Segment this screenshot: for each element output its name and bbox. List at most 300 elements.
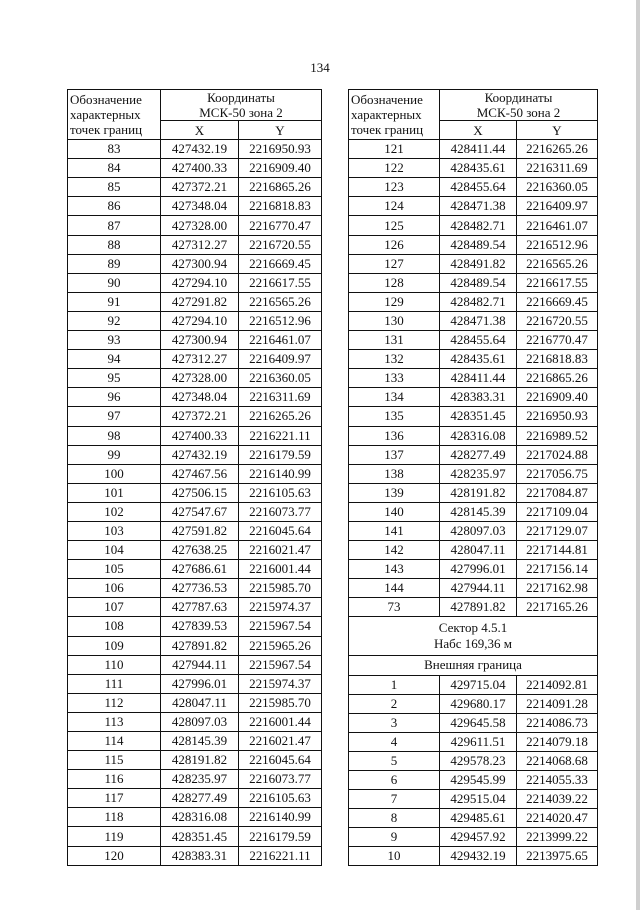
y-coordinate: 2216950.93: [239, 140, 322, 159]
y-coordinate: 2216950.93: [517, 407, 598, 426]
y-coordinate: 2215967.54: [239, 655, 322, 674]
x-coordinate: 427996.01: [440, 560, 517, 579]
y-coordinate: 2216617.55: [517, 273, 598, 292]
table-row: [68, 732, 322, 751]
coordinates-table-left: [67, 89, 322, 866]
table-row: [68, 369, 322, 388]
y-coordinate: 2216909.40: [517, 388, 598, 407]
y-coordinate: 2214055.33: [517, 771, 598, 790]
table-row: [68, 140, 322, 159]
table-row: [349, 426, 598, 445]
point-number: 136: [349, 426, 440, 445]
point-number: 144: [349, 579, 440, 598]
y-coordinate: 2215967.54: [239, 617, 322, 636]
point-number: 134: [349, 388, 440, 407]
point-number: 101: [68, 483, 161, 502]
x-coordinate: 428471.38: [440, 311, 517, 330]
y-coordinate: 2216311.69: [517, 159, 598, 178]
y-coordinate: 2217024.88: [517, 445, 598, 464]
point-number: 92: [68, 311, 161, 330]
x-coordinate: 428145.39: [161, 732, 239, 751]
table-row: [68, 674, 322, 693]
designation-header-line2: характерных: [70, 107, 141, 123]
y-coordinate: 2216720.55: [517, 311, 598, 330]
point-number: 127: [349, 254, 440, 273]
table-row: [349, 790, 598, 809]
y-coordinate: 2215985.70: [239, 579, 322, 598]
point-number: 84: [68, 159, 161, 178]
point-number: 95: [68, 369, 161, 388]
y-coordinate: 2213975.65: [517, 847, 598, 866]
y-coordinate: 2217165.26: [517, 598, 598, 617]
table-row: [349, 771, 598, 790]
coordinates-header-line2: МСК-50 зона 2: [199, 105, 283, 120]
x-coordinate: 428455.64: [440, 178, 517, 197]
y-coordinate: 2216818.83: [239, 197, 322, 216]
y-coordinate: 2216265.26: [517, 140, 598, 159]
x-coordinate: 427736.53: [161, 579, 239, 598]
y-coordinate: 2216770.47: [239, 216, 322, 235]
x-coordinate: 428191.82: [440, 483, 517, 502]
x-coordinate: 427787.63: [161, 598, 239, 617]
coordinates-header-right-line2: МСК-50 зона 2: [476, 105, 561, 120]
table-row: [349, 235, 598, 254]
table-row: [68, 235, 322, 254]
x-coordinate: 429611.51: [440, 732, 517, 751]
y-coordinate: 2214092.81: [517, 675, 598, 694]
point-number: 91: [68, 292, 161, 311]
table-row: [68, 636, 322, 655]
y-coordinate: 2214091.28: [517, 694, 598, 713]
point-number: 5: [349, 751, 440, 770]
table-row: [349, 694, 598, 713]
x-coordinate: 429545.99: [440, 771, 517, 790]
x-coordinate: 428411.44: [440, 369, 517, 388]
coordinates-header-line1: Координаты: [207, 90, 275, 105]
x-column-header-right: X: [440, 121, 517, 140]
y-coordinate: 2216865.26: [517, 369, 598, 388]
y-coordinate: 2216865.26: [239, 178, 322, 197]
y-coordinate: 2216001.44: [239, 712, 322, 731]
x-coordinate: 427300.94: [161, 331, 239, 350]
table-row: [349, 388, 598, 407]
x-coordinate: 428316.08: [161, 808, 239, 827]
table-row: [68, 846, 322, 865]
table-row: [68, 712, 322, 731]
x-coordinate: 427348.04: [161, 197, 239, 216]
table-row: [68, 770, 322, 789]
designation-header-right-line1: Обозначение: [351, 92, 423, 108]
x-coordinate: 427372.21: [161, 407, 239, 426]
y-coordinate: 2216140.99: [239, 808, 322, 827]
x-coordinate: 427944.11: [161, 655, 239, 674]
table-row: [349, 254, 598, 273]
x-coordinate: 428489.54: [440, 235, 517, 254]
y-coordinate: 2216105.63: [239, 789, 322, 808]
scan-edge-mark: [636, 0, 640, 910]
x-coordinate: 427294.10: [161, 273, 239, 292]
x-coordinate: 427638.25: [161, 541, 239, 560]
point-number: 117: [68, 789, 161, 808]
table-row: [349, 847, 598, 866]
y-coordinate: 2216221.11: [239, 846, 322, 865]
y-coordinate: 2216565.26: [239, 292, 322, 311]
table-row: [349, 159, 598, 178]
point-number: 118: [68, 808, 161, 827]
x-coordinate: 427372.21: [161, 178, 239, 197]
y-coordinate: 2216461.07: [239, 331, 322, 350]
x-coordinate: 428471.38: [440, 197, 517, 216]
x-coordinate: 428482.71: [440, 292, 517, 311]
point-number: 6: [349, 771, 440, 790]
coordinates-header-right-line1: Координаты: [484, 90, 553, 105]
right-table-body-bottom: [349, 675, 598, 866]
point-number: 105: [68, 560, 161, 579]
y-coordinate: 2216669.45: [239, 254, 322, 273]
table-row: [349, 713, 598, 732]
y-coordinate: 2216001.44: [239, 560, 322, 579]
x-coordinate: 427291.82: [161, 292, 239, 311]
x-coordinate: 427348.04: [161, 388, 239, 407]
x-coordinate: 428489.54: [440, 273, 517, 292]
table-row: [68, 388, 322, 407]
y-coordinate: 2216512.96: [517, 235, 598, 254]
y-coordinate: 2216565.26: [517, 254, 598, 273]
y-coordinate: 2216461.07: [517, 216, 598, 235]
table-row: [68, 445, 322, 464]
table-row: [68, 292, 322, 311]
y-coordinate: 2216073.77: [239, 502, 322, 521]
point-number: 83: [68, 140, 161, 159]
point-number: 85: [68, 178, 161, 197]
point-number: 109: [68, 636, 161, 655]
table-row: [349, 350, 598, 369]
table-row: [68, 502, 322, 521]
x-coordinate: 428047.11: [161, 693, 239, 712]
y-coordinate: 2216140.99: [239, 464, 322, 483]
x-coordinate: 429578.23: [440, 751, 517, 770]
boundary-title: Внешняя граница: [349, 656, 598, 675]
y-coordinate: 2216179.59: [239, 445, 322, 464]
table-row: [68, 521, 322, 540]
point-number: 89: [68, 254, 161, 273]
y-coordinate: 2215965.26: [239, 636, 322, 655]
point-number: 115: [68, 751, 161, 770]
y-coordinate: 2214079.18: [517, 732, 598, 751]
table-row: [68, 560, 322, 579]
x-coordinate: 428482.71: [440, 216, 517, 235]
point-number: 138: [349, 464, 440, 483]
y-coordinate: 2214086.73: [517, 713, 598, 732]
point-number: 125: [349, 216, 440, 235]
table-row: [349, 445, 598, 464]
x-coordinate: 427996.01: [161, 674, 239, 693]
x-coordinate: 428047.11: [440, 541, 517, 560]
y-coordinate: 2216512.96: [239, 311, 322, 330]
table-row: [68, 789, 322, 808]
table-row: [349, 560, 598, 579]
sector-section: [349, 617, 598, 675]
point-number: 94: [68, 350, 161, 369]
coordinates-table-right: [348, 89, 598, 866]
x-coordinate: 429485.61: [440, 809, 517, 828]
point-number: 114: [68, 732, 161, 751]
table-row: [68, 311, 322, 330]
point-number: 1: [349, 675, 440, 694]
x-coordinate: 429457.92: [440, 828, 517, 847]
sector-title: Сектор 4.5.1: [438, 620, 508, 636]
x-coordinate: 429715.04: [440, 675, 517, 694]
x-coordinate: 428097.03: [440, 521, 517, 540]
y-coordinate: 2216045.64: [239, 751, 322, 770]
table-row: [68, 216, 322, 235]
x-coordinate: 428491.82: [440, 254, 517, 273]
point-number: 102: [68, 502, 161, 521]
point-number: 112: [68, 693, 161, 712]
x-coordinate: 427294.10: [161, 311, 239, 330]
right-table-body-top: [349, 140, 598, 617]
x-coordinate: 428411.44: [440, 140, 517, 159]
sector-area: Набс 169,36 м: [433, 636, 513, 652]
x-coordinate: 429432.19: [440, 847, 517, 866]
point-number: 123: [349, 178, 440, 197]
x-coordinate: 429645.58: [440, 713, 517, 732]
y-coordinate: 2216221.11: [239, 426, 322, 445]
y-coordinate: 2216360.05: [517, 178, 598, 197]
point-number: 113: [68, 712, 161, 731]
y-coordinate: 2216021.47: [239, 732, 322, 751]
table-row: [68, 655, 322, 674]
y-coordinate: 2217084.87: [517, 483, 598, 502]
table-row: [349, 311, 598, 330]
point-number: 135: [349, 407, 440, 426]
point-number: 7: [349, 790, 440, 809]
point-number: 4: [349, 732, 440, 751]
point-number: 9: [349, 828, 440, 847]
x-coordinate: 427328.00: [161, 369, 239, 388]
table-row: [68, 254, 322, 273]
table-row: [349, 273, 598, 292]
x-coordinate: 427312.27: [161, 235, 239, 254]
designation-header-line1: Обозначение: [70, 92, 142, 108]
table-row: [349, 579, 598, 598]
point-number: 119: [68, 827, 161, 846]
point-number: 107: [68, 598, 161, 617]
designation-header: [68, 90, 161, 140]
table-row: [349, 541, 598, 560]
point-number: 141: [349, 521, 440, 540]
x-coordinate: 427506.15: [161, 483, 239, 502]
table-row: [68, 617, 322, 636]
y-coordinate: 2217156.14: [517, 560, 598, 579]
point-number: 130: [349, 311, 440, 330]
y-coordinate: 2216818.83: [517, 350, 598, 369]
table-row: [349, 598, 598, 617]
table-row: [68, 197, 322, 216]
y-coordinate: 2216669.45: [517, 292, 598, 311]
y-coordinate: 2214020.47: [517, 809, 598, 828]
point-number: 73: [349, 598, 440, 617]
table-row: [68, 541, 322, 560]
point-number: 93: [68, 331, 161, 350]
y-coordinate: 2216409.97: [517, 197, 598, 216]
table-row: [349, 140, 598, 159]
x-coordinate: 427432.19: [161, 445, 239, 464]
x-coordinate: 427400.33: [161, 426, 239, 445]
table-row: [68, 483, 322, 502]
point-number: 106: [68, 579, 161, 598]
point-number: 128: [349, 273, 440, 292]
table-row: [349, 732, 598, 751]
x-coordinate: 428435.61: [440, 350, 517, 369]
table-row: [68, 331, 322, 350]
coordinates-header-right: [440, 90, 598, 121]
table-row: [349, 751, 598, 770]
point-number: 120: [68, 846, 161, 865]
table-row: [349, 675, 598, 694]
point-number: 132: [349, 350, 440, 369]
point-number: 139: [349, 483, 440, 502]
x-coordinate: 428351.45: [440, 407, 517, 426]
point-number: 142: [349, 541, 440, 560]
x-coordinate: 427547.67: [161, 502, 239, 521]
table-row: [349, 828, 598, 847]
point-number: 121: [349, 140, 440, 159]
y-coordinate: 2216179.59: [239, 827, 322, 846]
x-coordinate: 428435.61: [440, 159, 517, 178]
point-number: 137: [349, 445, 440, 464]
table-row: [68, 178, 322, 197]
y-coordinate: 2216409.97: [239, 350, 322, 369]
point-number: 98: [68, 426, 161, 445]
y-column-header-right: Y: [517, 121, 598, 140]
y-coordinate: 2216617.55: [239, 273, 322, 292]
y-coordinate: 2214068.68: [517, 751, 598, 770]
designation-header-line3: точек границ: [70, 122, 143, 138]
x-coordinate: 429515.04: [440, 790, 517, 809]
x-coordinate: 428316.08: [440, 426, 517, 445]
point-number: 100: [68, 464, 161, 483]
x-coordinate: 428235.97: [440, 464, 517, 483]
y-coordinate: 2215974.37: [239, 674, 322, 693]
y-coordinate: 2217162.98: [517, 579, 598, 598]
sector-title-cell: [349, 617, 598, 656]
x-coordinate: 428235.97: [161, 770, 239, 789]
table-row: [68, 273, 322, 292]
table-row: [349, 407, 598, 426]
left-table-body: [68, 140, 322, 866]
table-row: [68, 426, 322, 445]
x-coordinate: 428277.49: [161, 789, 239, 808]
point-number: 87: [68, 216, 161, 235]
x-coordinate: 427591.82: [161, 521, 239, 540]
coordinates-header: [161, 90, 322, 121]
table-row: [349, 178, 598, 197]
y-coordinate: 2216720.55: [239, 235, 322, 254]
point-number: 124: [349, 197, 440, 216]
y-coordinate: 2216360.05: [239, 369, 322, 388]
point-number: 108: [68, 617, 161, 636]
y-coordinate: 2216045.64: [239, 521, 322, 540]
x-coordinate: 428455.64: [440, 331, 517, 350]
y-column-header: Y: [239, 121, 322, 140]
x-coordinate: 427839.53: [161, 617, 239, 636]
point-number: 126: [349, 235, 440, 254]
y-coordinate: 2216909.40: [239, 159, 322, 178]
table-row: [68, 827, 322, 846]
y-coordinate: 2216105.63: [239, 483, 322, 502]
y-coordinate: 2215974.37: [239, 598, 322, 617]
x-coordinate: 427400.33: [161, 159, 239, 178]
x-coordinate: 428383.31: [161, 846, 239, 865]
x-coordinate: 427312.27: [161, 350, 239, 369]
table-row: [349, 483, 598, 502]
x-coordinate: 428191.82: [161, 751, 239, 770]
x-coordinate: 428145.39: [440, 502, 517, 521]
x-coordinate: 427300.94: [161, 254, 239, 273]
designation-header-right: [349, 90, 440, 140]
point-number: 111: [68, 674, 161, 693]
table-row: [68, 693, 322, 712]
point-number: 143: [349, 560, 440, 579]
table-row: [349, 292, 598, 311]
x-coordinate: 427432.19: [161, 140, 239, 159]
table-row: [349, 809, 598, 828]
table-row: [68, 159, 322, 178]
point-number: 133: [349, 369, 440, 388]
table-row: [68, 751, 322, 770]
y-coordinate: 2217109.04: [517, 502, 598, 521]
table-row: [349, 369, 598, 388]
point-number: 104: [68, 541, 161, 560]
designation-header-right-line3: точек границ: [351, 122, 424, 138]
point-number: 110: [68, 655, 161, 674]
table-row: [68, 464, 322, 483]
table-row: [349, 521, 598, 540]
y-coordinate: 2216021.47: [239, 541, 322, 560]
y-coordinate: 2217144.81: [517, 541, 598, 560]
x-coordinate: 428097.03: [161, 712, 239, 731]
y-coordinate: 2215985.70: [239, 693, 322, 712]
point-number: 122: [349, 159, 440, 178]
table-row: [349, 464, 598, 483]
point-number: 86: [68, 197, 161, 216]
table-row: [68, 598, 322, 617]
y-coordinate: 2216989.52: [517, 426, 598, 445]
y-coordinate: 2216770.47: [517, 331, 598, 350]
point-number: 2: [349, 694, 440, 713]
table-row: [349, 331, 598, 350]
point-number: 96: [68, 388, 161, 407]
x-coordinate: 427891.82: [440, 598, 517, 617]
y-coordinate: 2213999.22: [517, 828, 598, 847]
y-coordinate: 2217056.75: [517, 464, 598, 483]
point-number: 88: [68, 235, 161, 254]
y-coordinate: 2216311.69: [239, 388, 322, 407]
table-row: [68, 808, 322, 827]
point-number: 103: [68, 521, 161, 540]
x-coordinate: 428351.45: [161, 827, 239, 846]
point-number: 90: [68, 273, 161, 292]
point-number: 8: [349, 809, 440, 828]
y-coordinate: 2217129.07: [517, 521, 598, 540]
x-coordinate: 427328.00: [161, 216, 239, 235]
point-number: 99: [68, 445, 161, 464]
y-coordinate: 2216265.26: [239, 407, 322, 426]
page-number: 134: [310, 60, 330, 75]
y-coordinate: 2214039.22: [517, 790, 598, 809]
point-number: 116: [68, 770, 161, 789]
